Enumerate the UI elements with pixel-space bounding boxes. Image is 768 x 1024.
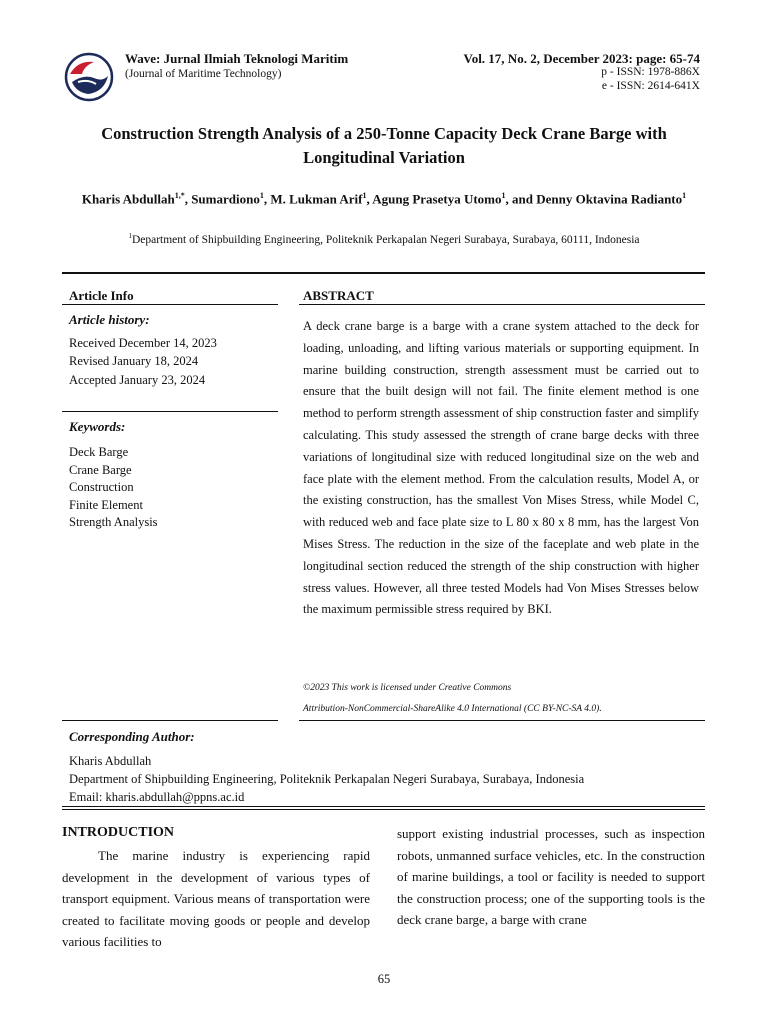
author-name: M. Lukman Arif (270, 191, 363, 207)
bottom-divider-2 (62, 809, 705, 810)
volume-info: Vol. 17, No. 2, December 2023: page: 65-74 (463, 51, 700, 66)
author-sup: 1 (682, 191, 687, 200)
keyword: Deck Barge (69, 445, 129, 459)
abstract-text: A deck crane barge is a barge with a crane system attached to the deck for loading, unloading, and lifting various materials or supporting equipment. In marine building construction, strength assessment must be carried out to ensure that the built design will not fail. The finite element method is one method to perform strength assessment of ship construction faster and simplify calculating. This study assessed the strength of crane barge decks with three variations of longitudinal size with reduced longitudinal size on the web and face plate with the element method. From the calculation results, Model A, or the existing construction, has the smallest Von Mises Stress, while Model C, with reduced web and face plate size to L 80 x 80 x 8 mm, has the largest Von Mises Stress. The reduction in the size of the faceplate and web plate in the longitudinal section reduced the strength of the ship construction with higher stress values. However, all three tested Models had Von Mises Stresses below the maximum permissible stress required by BKI. (303, 319, 699, 617)
keyword: Finite Element (69, 497, 143, 512)
author-list: Kharis Abdullah$^{1,*}$, Sumardiono$^1$, M. Lukman Arif$^1$, Agung Prasetya Utomo$^1$, and Denny Oktavina Radianto$^1$ (81, 191, 687, 207)
keywords-heading: Keywords: (69, 419, 126, 434)
license-note (303, 678, 703, 720)
introduction-left-text: The marine industry is experiencing rapid development in the development of various types of transport equipment. Various means of transportation were created to facilitate moving goods or people and develop various facilities to (62, 848, 370, 949)
accepted-date: Accepted January 23, 2024 (69, 373, 206, 387)
paper-title: Construction Strength Analysis of a 250-Tonne Capacity Deck Crane Barge with Longitudinal Variation (101, 124, 667, 167)
page-number: 65 (377, 972, 391, 986)
corresponding-email: Email: kharis.abdullah@ppns.ac.id (69, 790, 245, 804)
journal-subtitle: (Journal of Maritime Technology) (125, 68, 282, 80)
introduction-right-text: support existing industrial processes, such as inspection robots, unmanned surface vehicles, etc. In the construction of marine buildings, a tool or facility is needed to support the construction process; one of the supporting tools is the deck crane barge, a barge with crane (397, 826, 705, 927)
article-info-divider (62, 304, 278, 305)
keywords-divider (62, 411, 278, 412)
revised-date: Revised January 18, 2024 (69, 354, 199, 368)
affiliation (60, 232, 708, 246)
introduction-heading: INTRODUCTION (62, 825, 175, 840)
author-name: Denny Oktavina Radianto (536, 191, 683, 207)
author-name: Agung Prasetya Utomo (372, 191, 502, 207)
abstract-bottom-divider (299, 720, 705, 721)
author-sup: 1 (501, 191, 506, 200)
author-name: Sumardiono (191, 191, 260, 207)
abstract-divider (299, 304, 705, 305)
e-issn: e - ISSN: 2614-641X (601, 80, 700, 92)
author-sup: 1,* (174, 191, 185, 200)
author-sup: 1 (259, 191, 264, 200)
license-line-1: ©2023 This work is licensed under Creative Commons (303, 683, 512, 693)
keywords-list (69, 444, 158, 532)
keyword: Strength Analysis (69, 515, 158, 529)
received-date: Received December 14, 2023 (69, 336, 217, 350)
corresponding-divider-left (62, 720, 278, 721)
corresponding-name: Kharis Abdullah (69, 754, 152, 768)
journal-name: Wave: Jurnal Ilmiah Teknologi Maritim (125, 51, 349, 66)
keyword: Crane Barge (69, 462, 132, 477)
article-history-heading: Article history: (69, 312, 150, 327)
corresponding-heading: Corresponding Author: (69, 729, 195, 744)
license-line-2: Attribution-NonCommercial-ShareAlike 4.0 International (CC BY-NC-SA 4.0). (303, 704, 602, 714)
author-name: Kharis Abdullah (81, 191, 175, 207)
keyword: Construction (69, 480, 134, 494)
top-divider (62, 272, 705, 274)
abstract-heading: ABSTRACT (303, 288, 374, 303)
corresponding-department: Department of Shipbuilding Engineering, Politeknik Perkapalan Negeri Surabaya, Surabaya, Indonesia (69, 772, 585, 786)
affiliation-sup: 1 (128, 232, 132, 240)
journal-logo (64, 52, 114, 102)
article-info-heading: Article Info (69, 288, 134, 303)
author-sup: 1 (362, 191, 367, 200)
affiliation-text: Department of Shipbuilding Engineering, Politeknik Perkapalan Negeri Surabaya, Surabaya, 60111, Indonesia (131, 233, 640, 246)
p-issn: p - ISSN: 1978-886X (601, 66, 700, 78)
